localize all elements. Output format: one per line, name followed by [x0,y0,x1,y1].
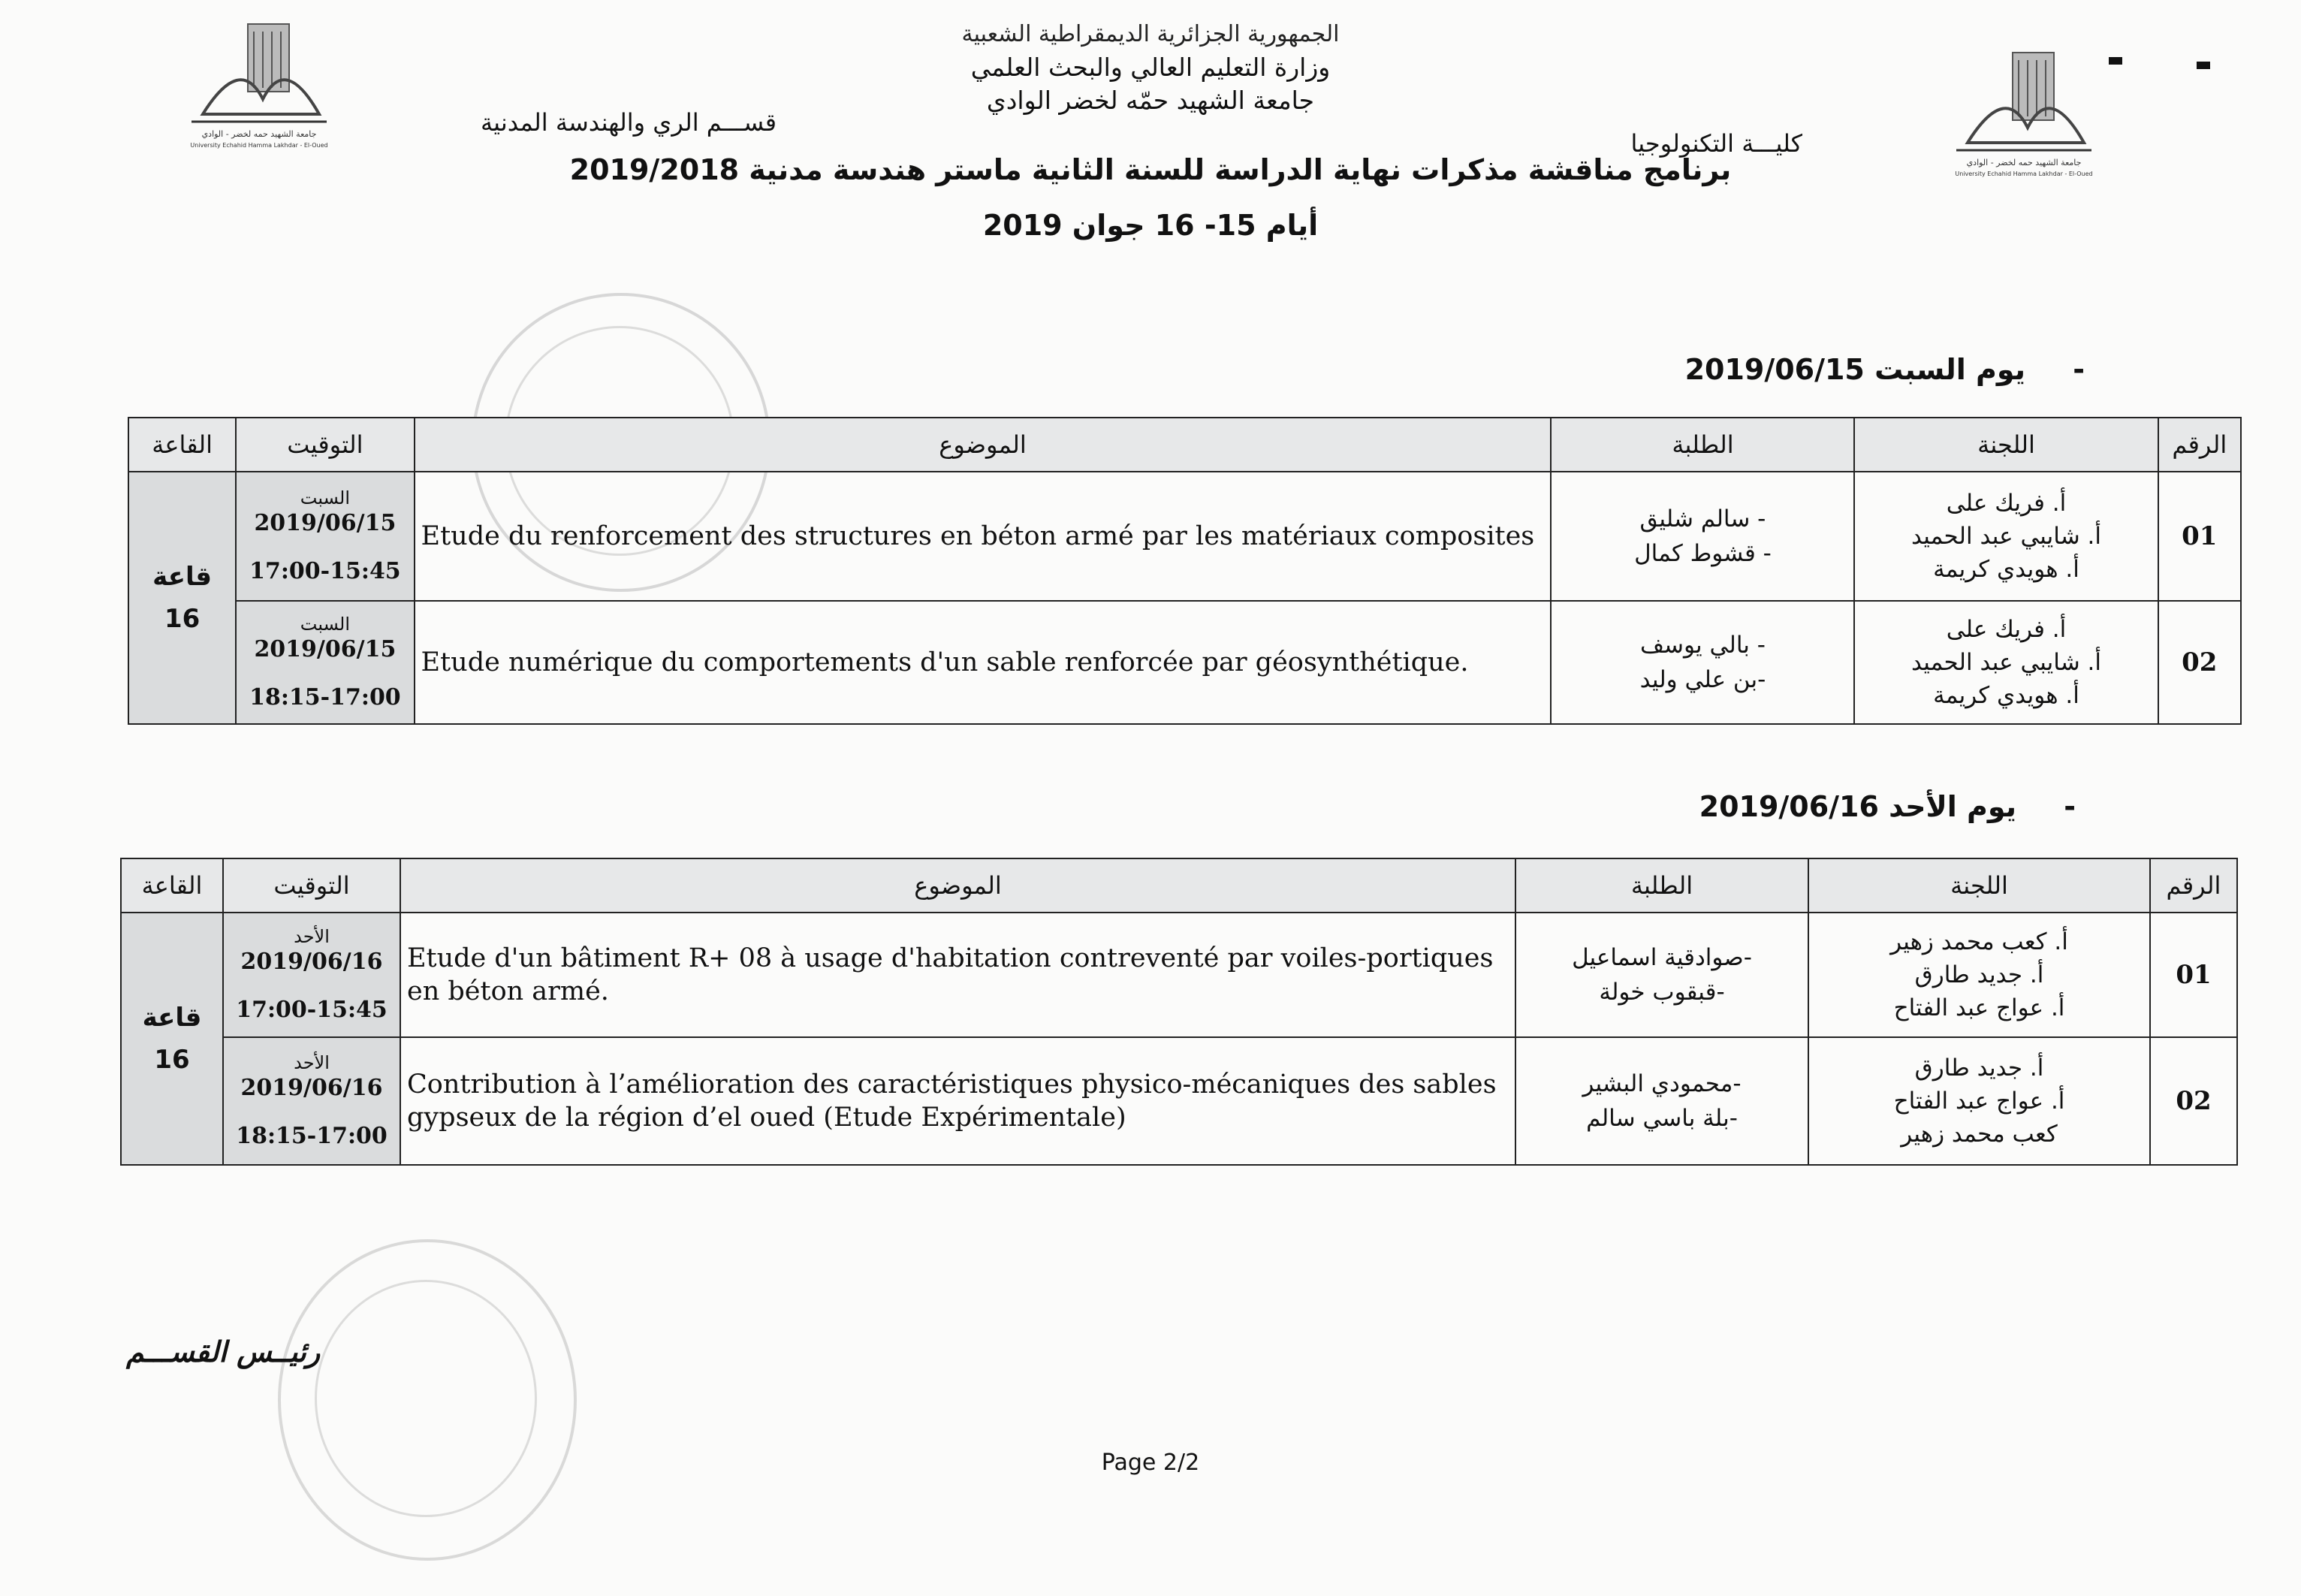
ink-mark [2197,62,2210,69]
table-row [128,472,2241,601]
time-cell [236,472,414,601]
row-number: 01 [2158,472,2241,601]
room-label: قاعة [142,1003,202,1033]
student-name: - قشوط كمال [1634,540,1772,567]
logo-caption-latin: University Echahid Hamma Lakhdar - El-Oued [1955,170,2093,177]
col-topic: الموضوع [415,418,1552,472]
time-day: السبت [300,614,350,635]
day1-heading-dash: - [2073,353,2085,386]
jury-member: أ. فريك على [1946,616,2067,643]
students-cell [1551,601,1854,724]
jury-member: أ. شايبي عبد الحميد [1911,649,2102,676]
jury-member: كعب محمد زهير [1901,1121,2058,1148]
student-name: -صوادقية اسماعيل [1572,944,1752,971]
col-time: التوقيت [236,418,414,472]
student-name: - بالي يوسف [1639,632,1766,659]
time-cell [223,1037,400,1165]
time-date: 2019/06/15 [254,636,397,662]
table-header-row [121,858,2237,913]
faculty-label: كليـــة التكنولوجيا [1630,129,1802,158]
time-day: الأحد [294,926,330,947]
row-number: 01 [2150,913,2237,1037]
col-time: التوقيت [223,858,400,913]
col-students: الطلبة [1551,418,1854,472]
col-jury: اللجنة [1854,418,2158,472]
university-heading: جامعة الشهيد حمّه لخضر الوادي [986,86,1315,115]
time-cell [223,913,400,1037]
department-label: قســـم الري والهندسة المدنية [481,108,777,137]
topic-cell: Etude d'un bâtiment R+ 08 à usage d'habitation contreventé par voiles-portiques en béton armé. [400,913,1515,1037]
jury-member: أ. عواج عبد الفتاح [1893,1088,2065,1115]
col-jury: اللجنة [1808,858,2150,913]
room-cell [128,472,236,724]
jury-member: أ. هويدي كريمة [1933,682,2079,709]
day1-schedule-table [128,417,2242,725]
jury-member: أ. كعب محمد زهير [1890,928,2068,955]
room-cell [121,913,223,1165]
day2-heading-text: يوم الأحد 2019/06/16 [1699,790,2016,823]
day1-heading-text: يوم السبت 2019/06/15 [1684,353,2025,386]
ink-mark [2109,57,2122,65]
row-number: 02 [2150,1037,2237,1165]
jury-member: أ. فريك على [1946,490,2067,517]
room-number: 16 [164,604,201,634]
student-name: -بن علي وليد [1639,666,1766,693]
ministry-heading: وزارة التعليم العالي والبحث العلمي [970,53,1331,82]
university-logo-left [188,9,330,152]
student-name: -محمودي البشير [1582,1070,1742,1097]
time-date: 2019/06/16 [240,1075,383,1101]
day2-heading [1699,790,2076,823]
col-num: الرقم [2158,418,2241,472]
topic-cell: Contribution à l’amélioration des caractéristiques physico-mécaniques des sables gypseux de la région d’el oued (Etude Expérimentale) [400,1037,1515,1165]
time-slot: 18:15-17:00 [236,1123,388,1149]
time-day: السبت [300,487,350,508]
student-name: -قبقوب خولة [1599,979,1725,1006]
faculty-stamp [278,1239,577,1561]
students-cell [1551,472,1854,601]
row-number: 02 [2158,601,2241,724]
time-date: 2019/06/16 [240,949,383,975]
col-room: القاعة [128,418,236,472]
students-cell [1515,913,1808,1037]
jury-cell [1854,601,2158,724]
day2-schedule-table [120,858,2238,1166]
table-row [121,1037,2237,1165]
col-num: الرقم [2150,858,2237,913]
students-cell [1515,1037,1808,1165]
jury-member: أ. شايبي عبد الحميد [1911,523,2102,550]
time-slot: 18:15-17:00 [249,684,401,711]
jury-member: أ. جديد طارق [1914,1054,2044,1082]
col-topic: الموضوع [400,858,1515,913]
republic-heading: الجمهورية الجزائرية الديمقراطية الشعبية [961,21,1340,47]
day2-heading-dash: - [2064,790,2076,823]
logo-caption: جامعة الشهيد حمه لخضر - الوادي [1966,158,2082,167]
col-students: الطلبة [1515,858,1808,913]
student-name: -بلة باسي سالم [1586,1105,1738,1132]
room-number: 16 [154,1045,190,1075]
head-of-department-signature: رئيــس القســـم [126,1335,321,1368]
room-label: قاعة [152,562,213,592]
document-dates: أيام 15- 16 جوان 2019 [982,209,1319,242]
table-row [128,601,2241,724]
jury-member: أ. جديد طارق [1914,961,2044,988]
table-header-row [128,418,2241,472]
page-number: Page 2/2 [1101,1450,1200,1476]
jury-cell [1854,472,2158,601]
time-day: الأحد [294,1052,330,1073]
jury-member: أ. عواج عبد الفتاح [1893,994,2065,1021]
jury-member: أ. هويدي كريمة [1933,556,2079,583]
time-cell [236,601,414,724]
topic-cell: Etude numérique du comportements d'un sable renforcée par géosynthétique. [415,601,1552,724]
document-title: برنامج مناقشة مذكرات نهاية الدراسة للسنة الثانية ماستر هندسة مدنية 2019/2018 [569,153,1732,186]
jury-cell [1808,1037,2150,1165]
logo-caption-latin: University Echahid Hamma Lakhdar - El-Oued [190,142,328,149]
jury-cell [1808,913,2150,1037]
day1-heading [1685,353,2085,386]
time-date: 2019/06/15 [254,510,397,536]
topic-cell: Etude du renforcement des structures en béton armé par les matériaux composites [415,472,1552,601]
university-logo-right [1953,38,2095,180]
col-room: القاعة [121,858,223,913]
logo-caption: جامعة الشهيد حمه لخضر - الوادي [201,129,317,139]
time-slot: 17:00-15:45 [249,558,401,584]
student-name: - سالم شليق [1639,505,1766,533]
time-slot: 17:00-15:45 [236,997,388,1023]
table-row [121,913,2237,1037]
